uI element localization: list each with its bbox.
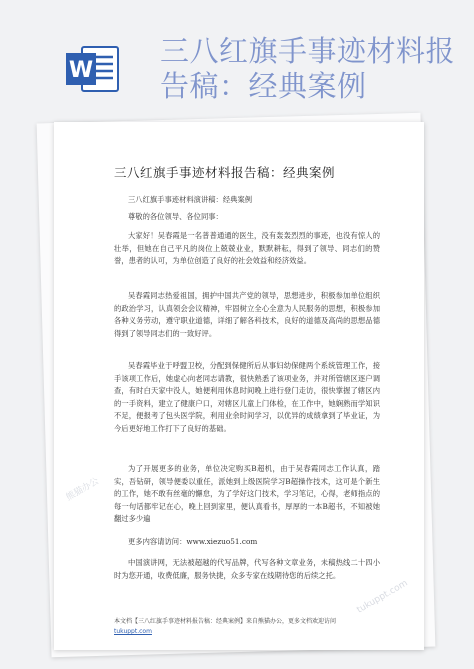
watermark: 熊猫办公 bbox=[64, 476, 101, 504]
word-document-icon bbox=[64, 44, 124, 94]
closing-paragraph: 中国演讲网，无法被超越的代写品牌，代写各种文章业务，未稿热线二十四小时为您开通，收费低廉，服务快捷，众多专家在线期待您的后续之托。 bbox=[114, 558, 380, 580]
greeting: 尊敬的各位领导、各位同事： bbox=[128, 212, 223, 221]
document-title: 三八红旗手事迹材料报告稿：经典案例 bbox=[114, 165, 336, 180]
paragraph-1: 大家好！吴春霞是一名普普通通的医生，没有轰轰烈烈的事迹，也没有惊人的壮举，但她在自己平凡的岗位上兢兢业业，默默耕耘，得到了领导、同志们的赞誉，患者的认可，为单位创造了良好的社会效益和经济效益。 bbox=[114, 231, 380, 265]
document-subtitle: 三八红旗手事迹材料演讲稿：经典案例 bbox=[128, 195, 253, 204]
more-info-link[interactable]: www.xiezuo51.com bbox=[186, 537, 258, 546]
word-icon-letter: W bbox=[68, 58, 94, 83]
footer-text: 本文档【三八红旗手事迹材料报告稿：经典案例】来自熊猫办公，更多文档欢迎访问 bbox=[114, 618, 337, 625]
paragraph-2: 吴春霞同志热爱祖国，拥护中国共产党的领导，思想进步，积极参加单位组织的政治学习，认真领会会议精神，牢固树立全心全意为人民服务的思想，积极参加各种义务劳动，遵守职业道德，详细了解各科技术，良好的道德及高尚的思想品德得到了领导同志们的一致好评。 bbox=[114, 291, 380, 338]
document-footer bbox=[114, 617, 384, 637]
paragraph-4: 为了开展更多的业务，单位决定购买B超机，由于吴春霞同志工作认真，踏实，吾钻研，领导便委以重任，派她到上级医院学习B超操作技术，这可是个新生的工作，她不敢有丝毫的懈怠，为了学好这门技术，学习笔记，心得，老师指点的每一句话都牢记在心，晚上回到家里，便认真看书，厚厚的一本B超书，不知被她翻过多少遍 bbox=[114, 464, 380, 523]
page-title: 三八红旗手事迹材料报告稿：经典案例 bbox=[160, 34, 456, 103]
document-page[interactable] bbox=[54, 122, 424, 650]
watermark: tukuppt.com bbox=[355, 578, 410, 616]
more-info-label: 更多内容请访问： bbox=[128, 537, 187, 546]
more-info-line bbox=[114, 536, 380, 549]
footer-link[interactable]: tukuppt.com bbox=[114, 628, 152, 635]
header bbox=[0, 0, 474, 118]
paragraph-3: 吴春霞毕业于呼盟卫校，分配到保健所后从事妇幼保健两个系统管理工作，接手该项工作后，她虚心向老同志请教，很快熟悉了该项业务，并对所管辖区逐户调查，有时白天家中没人，她便利用休息时间晚上进行登门走访，很快掌握了辖区内的一手资料，建立了健康户口，对辖区儿童上门体检，在工作中，她娴熟而学知识不足，便报考了包头医学院，利用业余时间学习，以优异的成绩拿到了毕业证，为今后更好地工作打下了良好的基础。 bbox=[114, 361, 380, 433]
